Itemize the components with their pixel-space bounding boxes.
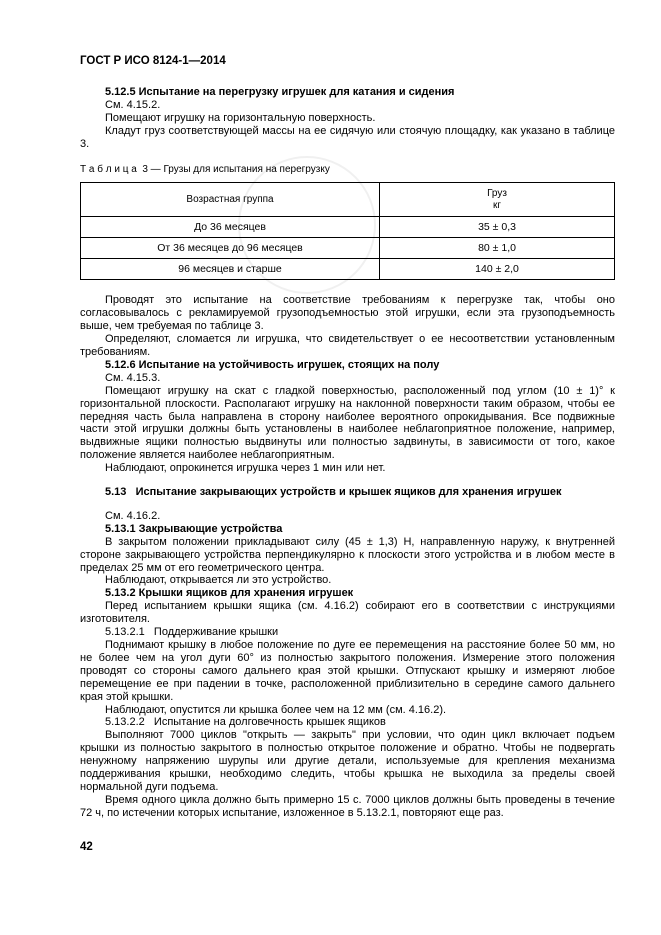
document-header: ГОСТ Р ИСО 8124-1—2014: [80, 55, 226, 67]
cell-age-group: До 36 месяцев: [81, 217, 380, 238]
col-header-load-unit: кг: [493, 199, 502, 211]
col-header-age-group: Возрастная группа: [81, 183, 380, 217]
paragraph: Кладут груз соответствующей массы на ее сидячую или стоячую площадку, как указано в таблице 3.: [80, 124, 615, 150]
paragraph: В закрытом положении прикладывают силу (45 ± 1,3) Н, направленную наружу, к внутренней стороне закрывающего устройства перпендикулярно к плоскости этого устройства и в любом месте в пределах 25 мм от его геометрического центра.: [80, 535, 615, 574]
heading-5-12-6: 5.12.6 Испытание на устойчивость игрушек, стоящих на полу: [105, 358, 440, 371]
paragraph: Определяют, сломается ли игрушка, что свидетельствует о ее несоответствии установленным требованиям.: [80, 333, 615, 358]
cell-age-group: 96 месяцев и старше: [81, 259, 380, 280]
loads-table: [80, 182, 615, 280]
heading-5-13-2-1: 5.13.2.1 Поддерживание крышки: [105, 626, 279, 639]
paragraph: Помещают игрушку на скат с гладкой поверхностью, расположенный под углом (10 ± 1)° к горизонтальной плоскости. Располагают игрушку на наклонной поверхности таким образом, чтобы ее передняя часть была направлена в сторону наиболее вероятного опрокидывания. Все подвижные части этой игрушки должны быть установлены в наиболее неблагоприятное положение, например, выдвижные ящики полностью выдвинуты или полностью задвинуты, в зависимости от того, какое положение является наиболее неблагоприятным.: [80, 384, 615, 462]
table-row: [81, 238, 615, 259]
paragraph: Перед испытанием крышки ящика (см. 4.16.2) собирают его в соответствии с инструкциями изготовителя.: [80, 600, 615, 626]
heading-5-13-2: 5.13.2 Крышки ящиков для хранения игрушек: [105, 587, 354, 600]
paragraph-see-4-16-2: См. 4.16.2.: [105, 509, 161, 522]
cell-age-group: От 36 месяцев до 96 месяцев: [81, 238, 380, 259]
page-number: 42: [80, 841, 93, 853]
paragraph-see-4-15-2: См. 4.15.2.: [105, 98, 161, 111]
paragraph: Наблюдают, опрокинется игрушка через 1 мин или нет.: [105, 462, 386, 475]
table-row: [81, 259, 615, 280]
heading-5-13-2-2: 5.13.2.2 Испытание на долговечность крышек ящиков: [105, 716, 386, 729]
heading-5-12-5: 5.12.5 Испытание на перегрузку игрушек для катания и сидения: [105, 85, 455, 98]
table-caption: Т а б л и ц а 3 — Грузы для испытания на перегрузку: [80, 164, 330, 176]
table-row: [81, 217, 615, 238]
col-header-load-title: Груз: [487, 188, 507, 200]
paragraph: Проводят это испытание на соответствие требованиям к перегрузке так, чтобы оно согласовывалось с рекламируемой грузоподъемностью этой игрушки, если эта грузоподъемность выше, чем требуемая по таблице 3.: [80, 294, 615, 333]
cell-load: 35 ± 0,3: [380, 217, 615, 238]
cell-load: 80 ± 1,0: [380, 238, 615, 259]
paragraph: Время одного цикла должно быть примерно 15 с. 7000 циклов должны быть проведены в течение 72 ч, по истечении которых испытание, изложенное в 5.13.2.1, повторяют еще раз.: [80, 793, 615, 819]
paragraph: Наблюдают, открывается ли это устройство.: [105, 574, 332, 587]
table-header-row: [81, 183, 615, 217]
heading-5-13-1: 5.13.1 Закрывающие устройства: [105, 522, 283, 535]
paragraph: Наблюдают, опустится ли крышка более чем на 12 мм (см. 4.16.2).: [105, 703, 447, 716]
paragraph: Помещают игрушку на горизонтальную поверхность.: [105, 111, 376, 124]
cell-load: 140 ± 2,0: [380, 259, 615, 280]
paragraph: Выполняют 7000 циклов "открыть — закрыть" при условии, что один цикл включает подъем крышки из полностью закрытого в полностью открытое положение и обратно. Чтобы не подвергать ненужному напряжению шурупы или другие детали, используемые для крепления механизма поддерживания крышки, необходимо следить, чтобы крышка не выходила за пределы своей нормальной дуги подъема.: [80, 729, 615, 793]
col-header-load: [380, 183, 615, 217]
heading-5-13: 5.13 Испытание закрывающих устройств и крышек ящиков для хранения игрушек: [105, 486, 562, 499]
paragraph-see-4-15-3: См. 4.15.3.: [105, 371, 161, 384]
paragraph: Поднимают крышку в любое положение по дуге ее перемещения на расстояние более 50 мм, но не более чем на угол дуги 60° из полностью закрытого положения. Измерение этого положения проводят со стороны самого дальнего края этой крышки. Отпускают крышку и измеряют любое перемещение ее при падении в точке, расположенной приблизительно в середине самого дальнего края этой крышки.: [80, 639, 615, 703]
